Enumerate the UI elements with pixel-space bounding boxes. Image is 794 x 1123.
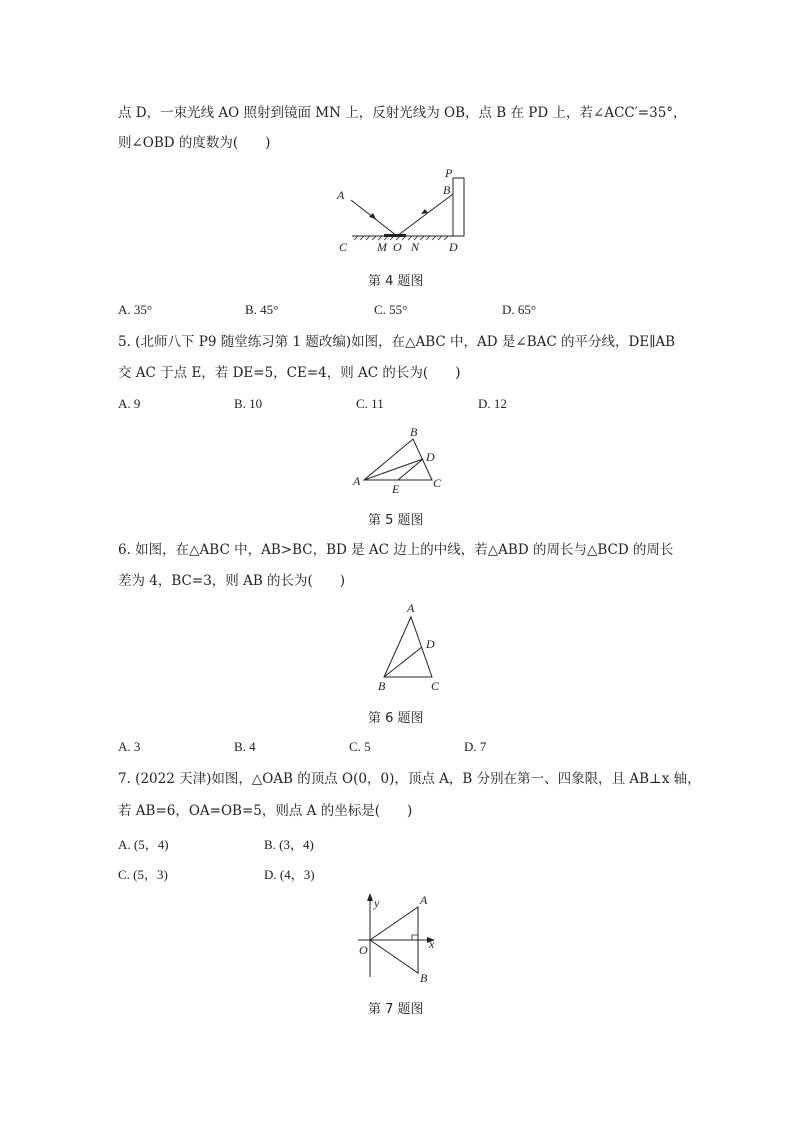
- q7-caption: 第 7 题图: [368, 1002, 424, 1017]
- q4-text-line2: 则∠OBD 的度数为( ): [118, 135, 271, 151]
- q6-option-b: B. 4: [234, 739, 256, 754]
- q4-label-d: D: [449, 240, 458, 254]
- q6-text-line1: 6. 如图，在△ABC 中，AB>BC，BD 是 AC 边上的中线，若△ABD 的周长与△BCD 的周长: [118, 542, 674, 558]
- q4-option-c: C. 55°: [374, 302, 408, 317]
- q6-text-line2: 差为 4，BC=3，则 AB 的长为( ): [118, 573, 346, 589]
- q7-label-a: A: [420, 893, 428, 907]
- q7-right-angle-mark: [412, 935, 418, 940]
- q7-label-o: O: [359, 943, 368, 957]
- q4-option-d: D. 65°: [502, 302, 537, 317]
- q7-text-line1: 7. (2022 天津)如图，△OAB 的顶点 O(0，0)，顶点 A，B 分别在第一、四象限，且 AB⊥x 轴，: [118, 771, 701, 787]
- q6-label-a: A: [407, 601, 415, 615]
- q4-label-n: N: [411, 240, 420, 254]
- q6-label-d: D: [426, 637, 435, 651]
- q7-option-b: B. (3，4): [264, 837, 314, 852]
- q6-label-b: B: [378, 679, 386, 693]
- q4-option-b: B. 45°: [245, 302, 279, 317]
- q4-label-a: A: [337, 188, 345, 202]
- q7-text-line2: 若 AB=6，OA=OB=5，则点 A 的坐标是( ): [118, 803, 413, 819]
- q5-caption: 第 5 题图: [368, 513, 424, 528]
- q4-label-m: M: [377, 240, 387, 254]
- q6-option-d: D. 7: [464, 739, 487, 754]
- q4-option-a: A. 35°: [118, 302, 153, 317]
- q6-option-c: C. 5: [349, 739, 371, 754]
- q7-label-y: y: [374, 896, 380, 910]
- q4-caption: 第 4 题图: [368, 274, 424, 289]
- q6-label-c: C: [431, 679, 440, 693]
- q4-text-line1: 点 D，一束光线 AO 照射到镜面 MN 上，反射光线为 OB，点 B 在 PD 上，若∠ACC′=35°，: [118, 105, 687, 121]
- q7-option-d: D. (4，3): [264, 867, 315, 882]
- q6-caption: 第 6 题图: [368, 711, 424, 726]
- q4-label-b: B: [443, 183, 451, 197]
- q5-text-line2: 交 AC 于点 E，若 DE=5，CE=4，则 AC 的长为( ): [118, 365, 461, 381]
- q5-label-e: E: [392, 482, 400, 496]
- q7-option-a: A. (5，4): [118, 837, 169, 852]
- q5-option-d: D. 12: [478, 396, 507, 411]
- q5-label-b: B: [410, 425, 418, 439]
- q5-label-c: C: [433, 476, 442, 490]
- q7-label-x: x: [429, 937, 435, 951]
- q4-label-p: P: [445, 166, 453, 180]
- q5-option-b: B. 10: [234, 396, 263, 411]
- q5-label-a: A: [353, 474, 361, 488]
- q5-text-line1: 5. (北师八下 P9 随堂练习第 1 题改编)如图，在△ABC 中，AD 是∠BAC 的平分线，DE∥AB: [118, 334, 676, 350]
- q4-label-o: O: [393, 240, 402, 254]
- q6-option-a: A. 3: [118, 739, 141, 754]
- q7-option-c: C. (5，3): [118, 867, 168, 882]
- q5-option-a: A. 9: [118, 396, 141, 411]
- q5-option-c: C. 11: [356, 396, 384, 411]
- q7-label-b: B: [420, 971, 428, 985]
- q5-label-d: D: [426, 450, 435, 464]
- q4-label-c: C: [339, 240, 348, 254]
